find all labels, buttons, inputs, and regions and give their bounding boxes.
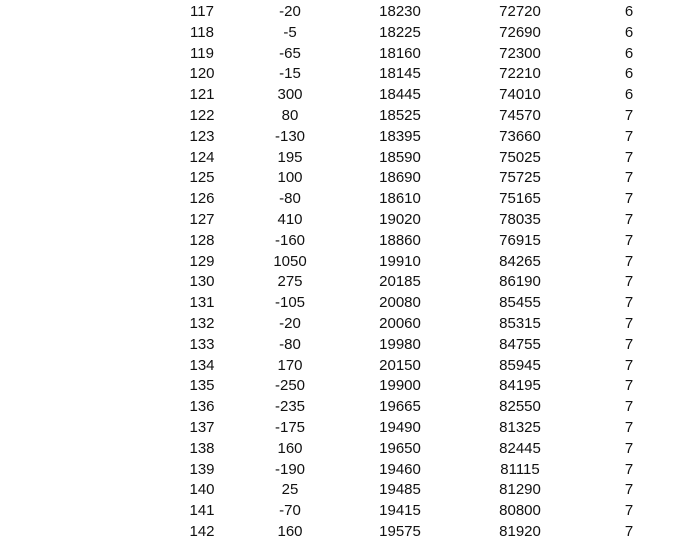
value-a-cell: 18230: [379, 3, 421, 20]
index-cell: 124: [189, 148, 215, 166]
table-row: [0, 64, 675, 85]
value-a-cell: 19020: [379, 210, 421, 228]
value-b-cell: 81290: [499, 481, 541, 499]
index-cell: 139: [189, 460, 215, 478]
change-cell: 25: [281, 481, 299, 499]
index-cell: 120: [189, 65, 215, 83]
change-cell: -235: [274, 398, 306, 416]
value-a-cell: 19900: [379, 377, 421, 395]
change-cell: 410: [277, 210, 303, 228]
table-row: [0, 231, 675, 252]
index-cell: 129: [189, 252, 215, 270]
change-cell: -15: [279, 65, 301, 83]
value-b-cell: 72690: [499, 23, 541, 41]
table-row: [0, 314, 675, 335]
change-cell: -175: [274, 418, 306, 436]
table-row: [0, 335, 675, 356]
table-row: [0, 293, 675, 314]
value-a-cell: 18690: [379, 169, 421, 187]
value-b-cell: 75725: [499, 169, 541, 187]
value-b-cell: 81920: [499, 522, 541, 540]
table-row: [0, 397, 675, 418]
value-b-cell: 74570: [499, 106, 541, 124]
value-b-cell: 78035: [499, 210, 541, 228]
change-cell: -250: [274, 377, 306, 395]
group-cell: 7: [624, 439, 634, 457]
index-cell: 123: [189, 127, 215, 145]
change-cell: 170: [277, 356, 303, 374]
group-cell: 7: [624, 335, 634, 353]
value-a-cell: 18525: [379, 106, 421, 124]
value-b-cell: 84265: [499, 252, 541, 270]
table-row: [0, 480, 675, 501]
index-cell: 128: [189, 231, 215, 249]
index-cell: 136: [189, 398, 215, 416]
data-table: [0, 2, 675, 543]
group-cell: 7: [624, 377, 634, 395]
value-a-cell: 20185: [379, 273, 421, 291]
change-cell: 100: [277, 169, 303, 187]
change-cell: 300: [277, 86, 303, 104]
group-cell: 6: [624, 23, 634, 41]
index-cell: 117: [190, 3, 214, 20]
table-row: [0, 189, 675, 210]
table-row: [0, 252, 675, 273]
index-cell: 122: [189, 106, 215, 124]
value-a-cell: 18145: [379, 65, 421, 83]
table-row: [0, 418, 675, 439]
group-cell: 7: [624, 502, 634, 520]
table-row: [0, 522, 675, 543]
value-b-cell: 74010: [499, 86, 541, 104]
change-cell: -80: [279, 335, 301, 353]
index-cell: 134: [189, 356, 215, 374]
index-cell: 141: [189, 502, 215, 520]
change-cell: -65: [279, 44, 301, 62]
table-row: [0, 148, 675, 169]
table-row: [0, 23, 675, 44]
value-a-cell: 19415: [379, 502, 421, 520]
table-row: [0, 356, 675, 377]
value-a-cell: 19650: [379, 439, 421, 457]
table-row: [0, 168, 675, 189]
group-cell: 7: [624, 210, 634, 228]
table-row: [0, 106, 675, 127]
table-row: [0, 439, 675, 460]
table-row: [0, 460, 675, 481]
value-b-cell: 85945: [499, 356, 541, 374]
index-cell: 126: [189, 190, 215, 208]
value-b-cell: 75165: [499, 190, 541, 208]
value-b-cell: 84755: [499, 335, 541, 353]
index-cell: 130: [189, 273, 215, 291]
change-cell: -190: [274, 460, 306, 478]
value-b-cell: 85315: [499, 314, 541, 332]
group-cell: 7: [624, 106, 634, 124]
value-b-cell: 81325: [499, 418, 541, 436]
change-cell: -70: [279, 502, 301, 520]
group-cell: 7: [624, 522, 634, 540]
value-b-cell: 82445: [499, 439, 541, 457]
group-cell: 7: [624, 190, 634, 208]
value-a-cell: 19910: [379, 252, 421, 270]
value-a-cell: 18610: [379, 190, 421, 208]
value-b-cell: 72300: [499, 44, 541, 62]
group-cell: 7: [624, 481, 634, 499]
group-cell: 6: [624, 44, 634, 62]
group-cell: 7: [624, 169, 634, 187]
value-a-cell: 18860: [379, 231, 421, 249]
value-b-cell: 80800: [499, 502, 541, 520]
group-cell: 7: [624, 460, 634, 478]
group-cell: 6: [624, 65, 634, 83]
change-cell: -130: [274, 127, 306, 145]
index-cell: 127: [189, 210, 215, 228]
value-b-cell: 85455: [499, 294, 541, 312]
value-a-cell: 19490: [379, 418, 421, 436]
index-cell: 140: [189, 481, 215, 499]
value-a-cell: 19460: [379, 460, 421, 478]
value-a-cell: 20150: [379, 356, 421, 374]
value-a-cell: 20080: [379, 294, 421, 312]
value-a-cell: 18160: [379, 44, 421, 62]
value-b-cell: 72210: [499, 65, 541, 83]
index-cell: 118: [190, 23, 214, 41]
group-cell: 6: [624, 3, 634, 20]
group-cell: 7: [624, 148, 634, 166]
table-row: [0, 376, 675, 397]
value-b-cell: 81115: [500, 460, 540, 478]
group-cell: 6: [624, 86, 634, 104]
group-cell: 7: [624, 356, 634, 374]
value-a-cell: 19665: [379, 398, 421, 416]
index-cell: 125: [189, 169, 215, 187]
value-a-cell: 20060: [379, 314, 421, 332]
value-a-cell: 18445: [379, 86, 421, 104]
index-cell: 142: [189, 522, 215, 540]
change-cell: 1050: [273, 252, 307, 270]
index-cell: 121: [189, 86, 215, 104]
group-cell: 7: [624, 418, 634, 436]
change-cell: -5: [283, 23, 297, 41]
value-a-cell: 19575: [379, 522, 421, 540]
table-row: [0, 2, 675, 23]
value-b-cell: 86190: [499, 273, 541, 291]
change-cell: -105: [274, 294, 306, 312]
value-a-cell: 18395: [379, 127, 421, 145]
index-cell: 119: [190, 44, 214, 62]
table-row: [0, 127, 675, 148]
group-cell: 7: [624, 273, 634, 291]
table-row: [0, 44, 675, 65]
table-row: [0, 501, 675, 522]
value-b-cell: 82550: [499, 398, 541, 416]
index-cell: 133: [189, 335, 215, 353]
change-cell: 195: [277, 148, 303, 166]
group-cell: 7: [624, 231, 634, 249]
index-cell: 138: [189, 439, 215, 457]
value-b-cell: 76915: [499, 231, 541, 249]
value-a-cell: 19485: [379, 481, 421, 499]
value-a-cell: 18590: [379, 148, 421, 166]
group-cell: 7: [624, 294, 634, 312]
value-b-cell: 75025: [499, 148, 541, 166]
value-b-cell: 84195: [499, 377, 541, 395]
group-cell: 7: [624, 314, 634, 332]
table-row: [0, 85, 675, 106]
index-cell: 135: [189, 377, 215, 395]
table-row: [0, 210, 675, 231]
value-a-cell: 19980: [379, 335, 421, 353]
index-cell: 132: [189, 314, 215, 332]
group-cell: 7: [624, 398, 634, 416]
change-cell: 80: [281, 106, 299, 124]
index-cell: 131: [189, 294, 215, 312]
change-cell: -80: [279, 190, 301, 208]
change-cell: 160: [277, 522, 303, 540]
index-cell: 137: [189, 418, 215, 436]
change-cell: 160: [277, 439, 303, 457]
change-cell: 275: [277, 273, 303, 291]
change-cell: -20: [279, 314, 301, 332]
group-cell: 7: [624, 252, 634, 270]
group-cell: 7: [624, 127, 634, 145]
value-b-cell: 72720: [499, 3, 541, 20]
change-cell: -160: [274, 231, 306, 249]
table-row: [0, 272, 675, 293]
change-cell: -20: [279, 3, 301, 20]
value-b-cell: 73660: [499, 127, 541, 145]
value-a-cell: 18225: [379, 23, 421, 41]
